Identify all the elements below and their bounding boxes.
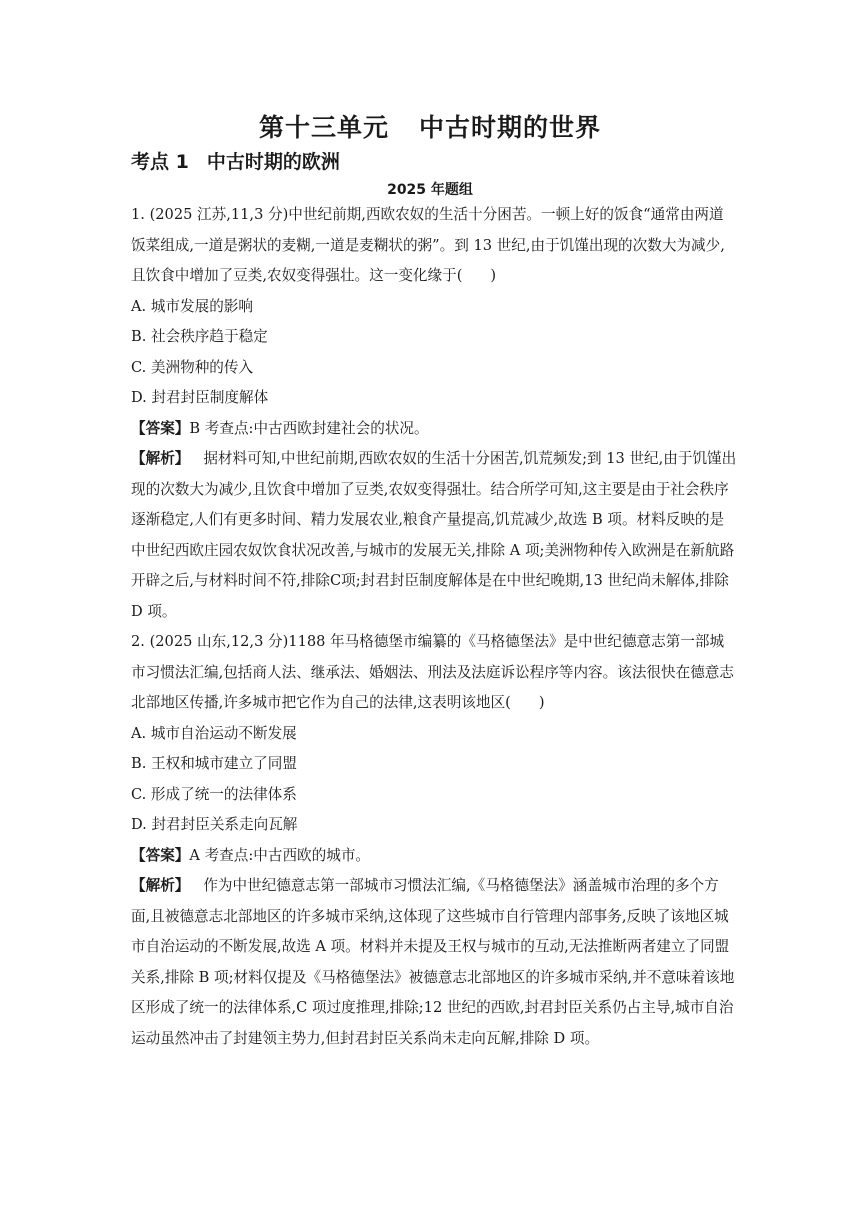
question-stem: 1. (2025 江苏,11,3 分)中世纪前期,西欧农奴的生活十分困苦。一顿上好的饭食“通常由两道饭菜组成,一道是粥状的麦糊,一道是麦糊状的粥”。到 13 世纪,由于饥馑出现的次数大为减少,且饮食中增加了豆类,农奴变得强壮。这一变化缘于( ) [131, 206, 725, 284]
section-title [131, 147, 340, 174]
unit-title [0, 108, 860, 144]
unit-name: 中古时期的世界 [419, 113, 602, 142]
section-name: 中古时期的欧洲 [206, 151, 340, 173]
questions-body [131, 200, 737, 1054]
option: D. 封君封臣关系走向瓦解 [131, 816, 298, 833]
option: B. 社会秩序趋于稳定 [131, 328, 268, 345]
group-title: 2025 年题组 [387, 182, 473, 198]
analysis-tag: 【解析】 [131, 450, 190, 467]
analysis: 【解析】 作为中世纪德意志第一部城市习惯法汇编,《马格德堡法》涵盖城市治理的多个方面,且被德意志北部地区的许多城市采纳,这体现了这些城市自行管理内部事务,反映了该地区城市自治运动的不断发展,故选 A 项。材料并未提及王权与城市的互动,无法推断两者建立了同盟关系,排除 B 项;材料仅提及《马格德堡法》被德意志北部地区的许多城市采纳,并不意味着该地区形成了统一的法律体系,C 项过度推理,排除;12 世纪的西欧,封君封臣关系仍占主导,城市自治运动虽然冲击了封建领主势力,但封君封臣关系尚未走向瓦解,排除 D 项。 [131, 877, 735, 1047]
option: A. 城市自治运动不断发展 [131, 724, 297, 742]
section-number: 考点 1 [131, 151, 189, 173]
answer: 【答案】A 考查点:中古西欧的城市。 [131, 846, 371, 864]
analysis-tag: 【解析】 [131, 877, 190, 894]
option: A. 城市发展的影响 [131, 297, 253, 315]
option: C. 美洲物种的传入 [131, 358, 254, 376]
option: B. 王权和城市建立了同盟 [131, 755, 297, 772]
unit-number: 第十三单元 [258, 113, 389, 142]
option: C. 形成了统一的法律体系 [131, 785, 297, 803]
answer: 【答案】B 考查点:中古西欧封建社会的状况。 [131, 419, 429, 437]
analysis: 【解析】 据材料可知,中世纪前期,西欧农奴的生活十分困苦,饥荒频发;到 13 世纪,由于饥馑出现的次数大为减少,且饮食中增加了豆类,农奴变得强壮。结合所学可知,这主要是由于社会秩序逐渐稳定,人们有更多时间、精力发展农业,粮食产量提高,饥荒减少,故选 B 项。材料反映的是中世纪西欧庄园农奴饮食状况改善,与城市的发展无关,排除 A 项;美洲物种传入欧洲是在新航路开辟之后,与材料时间不符,排除C项;封君封臣制度解体是在中世纪晚期,13 世纪尚未解体,排除 D 项。 [131, 450, 737, 620]
answer-tag: 【答案】 [131, 846, 190, 864]
question-stem: 2. (2025 山东,12,3 分)1188 年马格德堡市编纂的《马格德堡法》是中世纪德意志第一部城市习惯法汇编,包括商人法、继承法、婚姻法、刑法及法庭诉讼程序等内容。该法很快在德意志北部地区传播,许多城市把它作为自己的法律,这表明该地区( ) [131, 633, 734, 711]
answer-tag: 【答案】 [131, 419, 190, 437]
option: D. 封君封臣制度解体 [131, 389, 269, 406]
